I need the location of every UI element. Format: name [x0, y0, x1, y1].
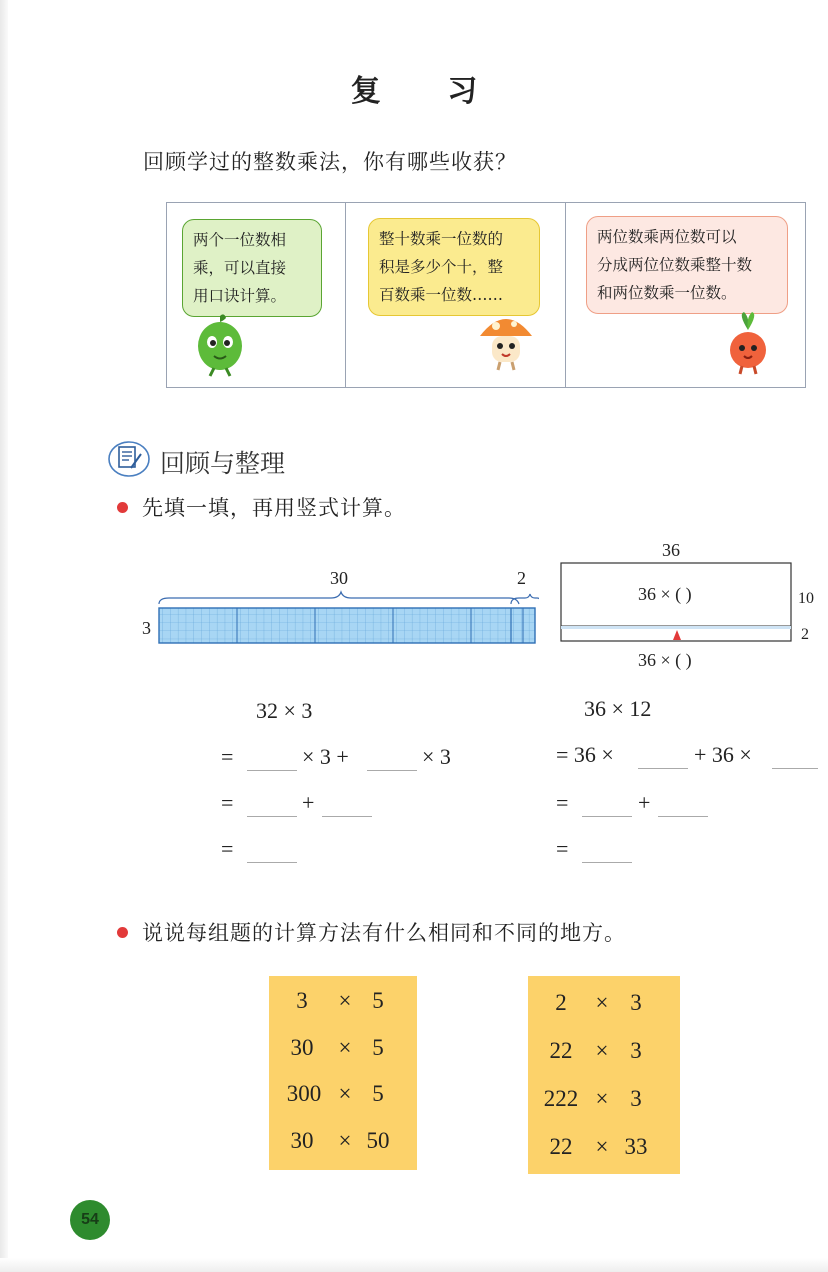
- section-title: 回顾与整理: [160, 449, 286, 478]
- operand: 5: [372, 1035, 384, 1060]
- times-sign: ×: [338, 1035, 352, 1060]
- operand: 5: [372, 988, 384, 1013]
- times-sign: ×: [595, 990, 609, 1015]
- operand: 3: [296, 988, 308, 1013]
- answer-blank[interactable]: [247, 770, 297, 771]
- intro-question: 回顾学过的整数乘法，你有哪些收获？: [143, 150, 517, 174]
- bubble-line: 百数乘一位数……: [379, 286, 504, 304]
- times-sign: ×: [595, 1038, 609, 1063]
- operand: 22: [549, 1038, 573, 1063]
- bubble-line: 乘，可以直接: [193, 259, 287, 277]
- notebook-section-icon: [107, 438, 151, 478]
- operand: 33: [624, 1134, 648, 1159]
- bubble-line: 整十数乘一位数的: [379, 230, 504, 248]
- radish-character-icon: [720, 310, 776, 376]
- operand: 22: [549, 1134, 573, 1159]
- plus-36-times: + 36 ×: [694, 742, 752, 767]
- problem-32x3: 32 × 3: [256, 698, 313, 723]
- task-instruction-2: 说说每组题的计算方法有什么相同和不同的地方。: [142, 921, 626, 945]
- operand: 3: [630, 990, 642, 1015]
- label-2-side: 2: [801, 626, 809, 643]
- bubble-line: 积是多少个十，整: [379, 258, 504, 276]
- bubble-line: 两位数乘两位数可以: [597, 228, 737, 246]
- panel-divider: [565, 202, 566, 388]
- times-sign: ×: [338, 988, 352, 1013]
- operand: 300: [286, 1081, 322, 1106]
- equals-sign: =: [221, 790, 234, 815]
- label-2: 2: [517, 568, 526, 588]
- page-edge-shadow: [0, 0, 8, 1272]
- label-36-times-top: 36 × ( ): [638, 584, 692, 604]
- speech-bubble-mushroom: [368, 218, 540, 316]
- speech-bubble-radish: [586, 216, 788, 314]
- answer-blank[interactable]: [582, 862, 632, 863]
- speech-bubble-pepper: [182, 219, 322, 317]
- times-sign: ×: [338, 1128, 352, 1153]
- bubble-line: 用口诀计算。: [193, 287, 287, 305]
- operand: 3: [630, 1086, 642, 1111]
- equals-sign: =: [556, 790, 569, 815]
- operand: 5: [372, 1081, 384, 1106]
- equals-sign: =: [221, 836, 234, 861]
- bubble-line: 和两位数乘一位数。: [597, 284, 737, 302]
- operand: 50: [366, 1128, 390, 1153]
- answer-blank[interactable]: [658, 816, 708, 817]
- label-30: 30: [330, 568, 348, 588]
- answer-blank[interactable]: [367, 770, 417, 771]
- times-sign: ×: [595, 1134, 609, 1159]
- bullet-icon: [117, 502, 128, 513]
- plus-sign: +: [302, 790, 315, 815]
- answer-blank[interactable]: [322, 816, 372, 817]
- bubble-line: 两个一位数相: [193, 231, 287, 249]
- operand: 30: [290, 1035, 314, 1060]
- times-3: × 3: [422, 744, 451, 769]
- times-sign: ×: [338, 1081, 352, 1106]
- label-36-times-bottom: 36 × ( ): [638, 650, 692, 670]
- equals-36-times: = 36 ×: [556, 742, 614, 767]
- page-bottom-shadow: [0, 1258, 828, 1272]
- page-number: 54: [70, 1200, 110, 1240]
- grid-bar-diagram: [155, 590, 539, 648]
- page-title: 复 习: [350, 74, 506, 109]
- equals-sign: =: [221, 744, 234, 769]
- panel-divider: [345, 202, 346, 388]
- answer-blank[interactable]: [247, 862, 297, 863]
- label-10: 10: [798, 590, 814, 607]
- operand: 30: [290, 1128, 314, 1153]
- task-instruction-1: 先填一填，再用竖式计算。: [142, 496, 406, 520]
- answer-blank[interactable]: [247, 816, 297, 817]
- label-3: 3: [142, 618, 151, 638]
- operand: 3: [630, 1038, 642, 1063]
- pepper-character-icon: [190, 312, 250, 378]
- times-sign: ×: [595, 1086, 609, 1111]
- operand: 2: [555, 990, 567, 1015]
- answer-blank[interactable]: [772, 768, 818, 769]
- bubble-line: 分成两位位数乘整十数: [597, 256, 753, 274]
- label-36: 36: [662, 540, 680, 560]
- answer-blank[interactable]: [638, 768, 688, 769]
- times-3-plus: × 3 +: [302, 744, 349, 769]
- mushroom-character-icon: [474, 308, 538, 372]
- equals-sign: =: [556, 836, 569, 861]
- plus-sign: +: [638, 790, 651, 815]
- bullet-icon: [117, 927, 128, 938]
- answer-blank[interactable]: [582, 816, 632, 817]
- problem-36x12: 36 × 12: [584, 696, 652, 721]
- operand: 222: [543, 1086, 579, 1111]
